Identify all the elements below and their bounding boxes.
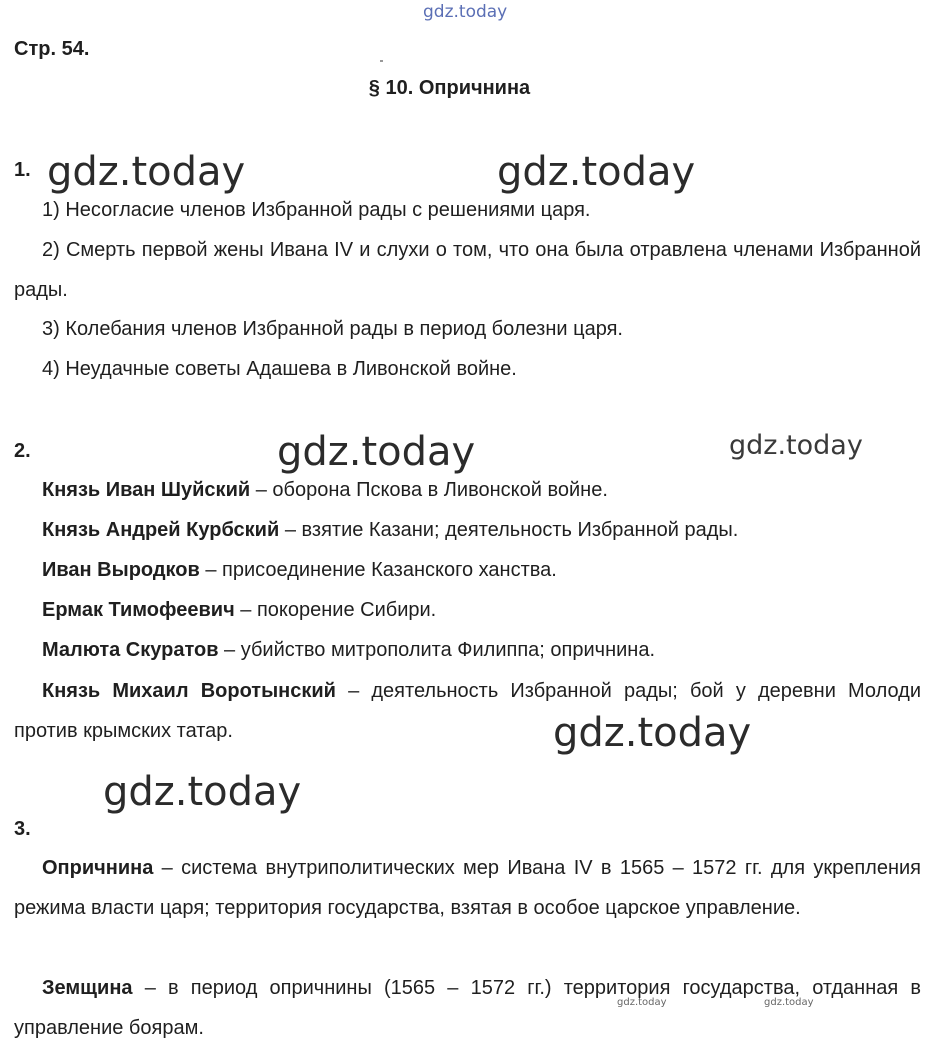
term-definition: – система внутриполитических мер Ивана IV в 1565 – 1572 гг. для укрепления режима власти царя; территория государства, взятая в особое царское управление.: [14, 857, 921, 919]
person-description: – деятельность Избранной рады; бой у деревни Молоди против крымских татар.: [14, 680, 921, 742]
watermark: gdz.today: [47, 149, 246, 195]
person-description: – присоединение Казанского ханства.: [199, 559, 557, 581]
page-reference: Стр. 54.: [14, 38, 90, 60]
watermark: gdz.today: [553, 710, 752, 756]
q3-entry-1: [14, 848, 921, 928]
term-definition: – в период опричнины (1565 – 1572 гг.) территория государства, отданная в управление боярам.: [14, 977, 921, 1039]
person-name: Малюта Скуратов: [42, 639, 219, 661]
person-name: Князь Иван Шуйский: [42, 479, 251, 501]
person-name: Ермак Тимофеевич: [42, 599, 235, 621]
watermark: gdz.today: [103, 769, 302, 815]
q1-item-4: 4) Неудачные советы Адашева в Ливонской войне.: [42, 358, 517, 380]
watermark-top: gdz.today: [423, 2, 508, 22]
q2-entry-1: [42, 470, 608, 510]
watermark-small: gdz.today: [764, 997, 814, 1008]
person-description: – убийство митрополита Филиппа; опричнина.: [218, 639, 656, 661]
q1-item-2: 2) Смерть первой жены Ивана IV и слухи о том, что она была отравлена членами Избранной рады.: [14, 239, 921, 301]
person-description: – взятие Казани; деятельность Избранной рады.: [279, 519, 739, 541]
q1-item-3: 3) Колебания членов Избранной рады в период болезни царя.: [42, 318, 623, 340]
q1-item-1: 1) Несогласие членов Избранной рады с решениями царя.: [42, 199, 591, 221]
watermark: gdz.today: [729, 430, 863, 461]
person-name: Князь Михаил Воротынский: [42, 680, 336, 702]
question-3-number: 3.: [14, 818, 31, 840]
q2-entry-2: [42, 510, 738, 550]
q3-entry-2: [14, 968, 921, 1048]
q2-entry-5: [42, 630, 655, 670]
watermark: gdz.today: [277, 429, 476, 475]
watermark: gdz.today: [497, 149, 696, 195]
term: Опричнина: [42, 857, 154, 879]
person-name: Князь Андрей Курбский: [42, 519, 280, 541]
person-description: – оборона Пскова в Ливонской войне.: [250, 479, 608, 501]
person-description: – покорение Сибири.: [234, 599, 437, 621]
person-name: Иван Выродков: [42, 559, 200, 581]
q2-entry-3: [42, 550, 557, 590]
q2-entry-6: [14, 671, 921, 756]
q2-entry-4: [42, 590, 436, 630]
question-1-number: 1.: [14, 159, 31, 181]
stray-mark: [380, 60, 383, 62]
term: Земщина: [42, 977, 133, 999]
watermark-small: gdz.today: [617, 997, 667, 1008]
question-2-number: 2.: [14, 440, 31, 462]
section-title: § 10. Опричнина: [368, 77, 531, 99]
